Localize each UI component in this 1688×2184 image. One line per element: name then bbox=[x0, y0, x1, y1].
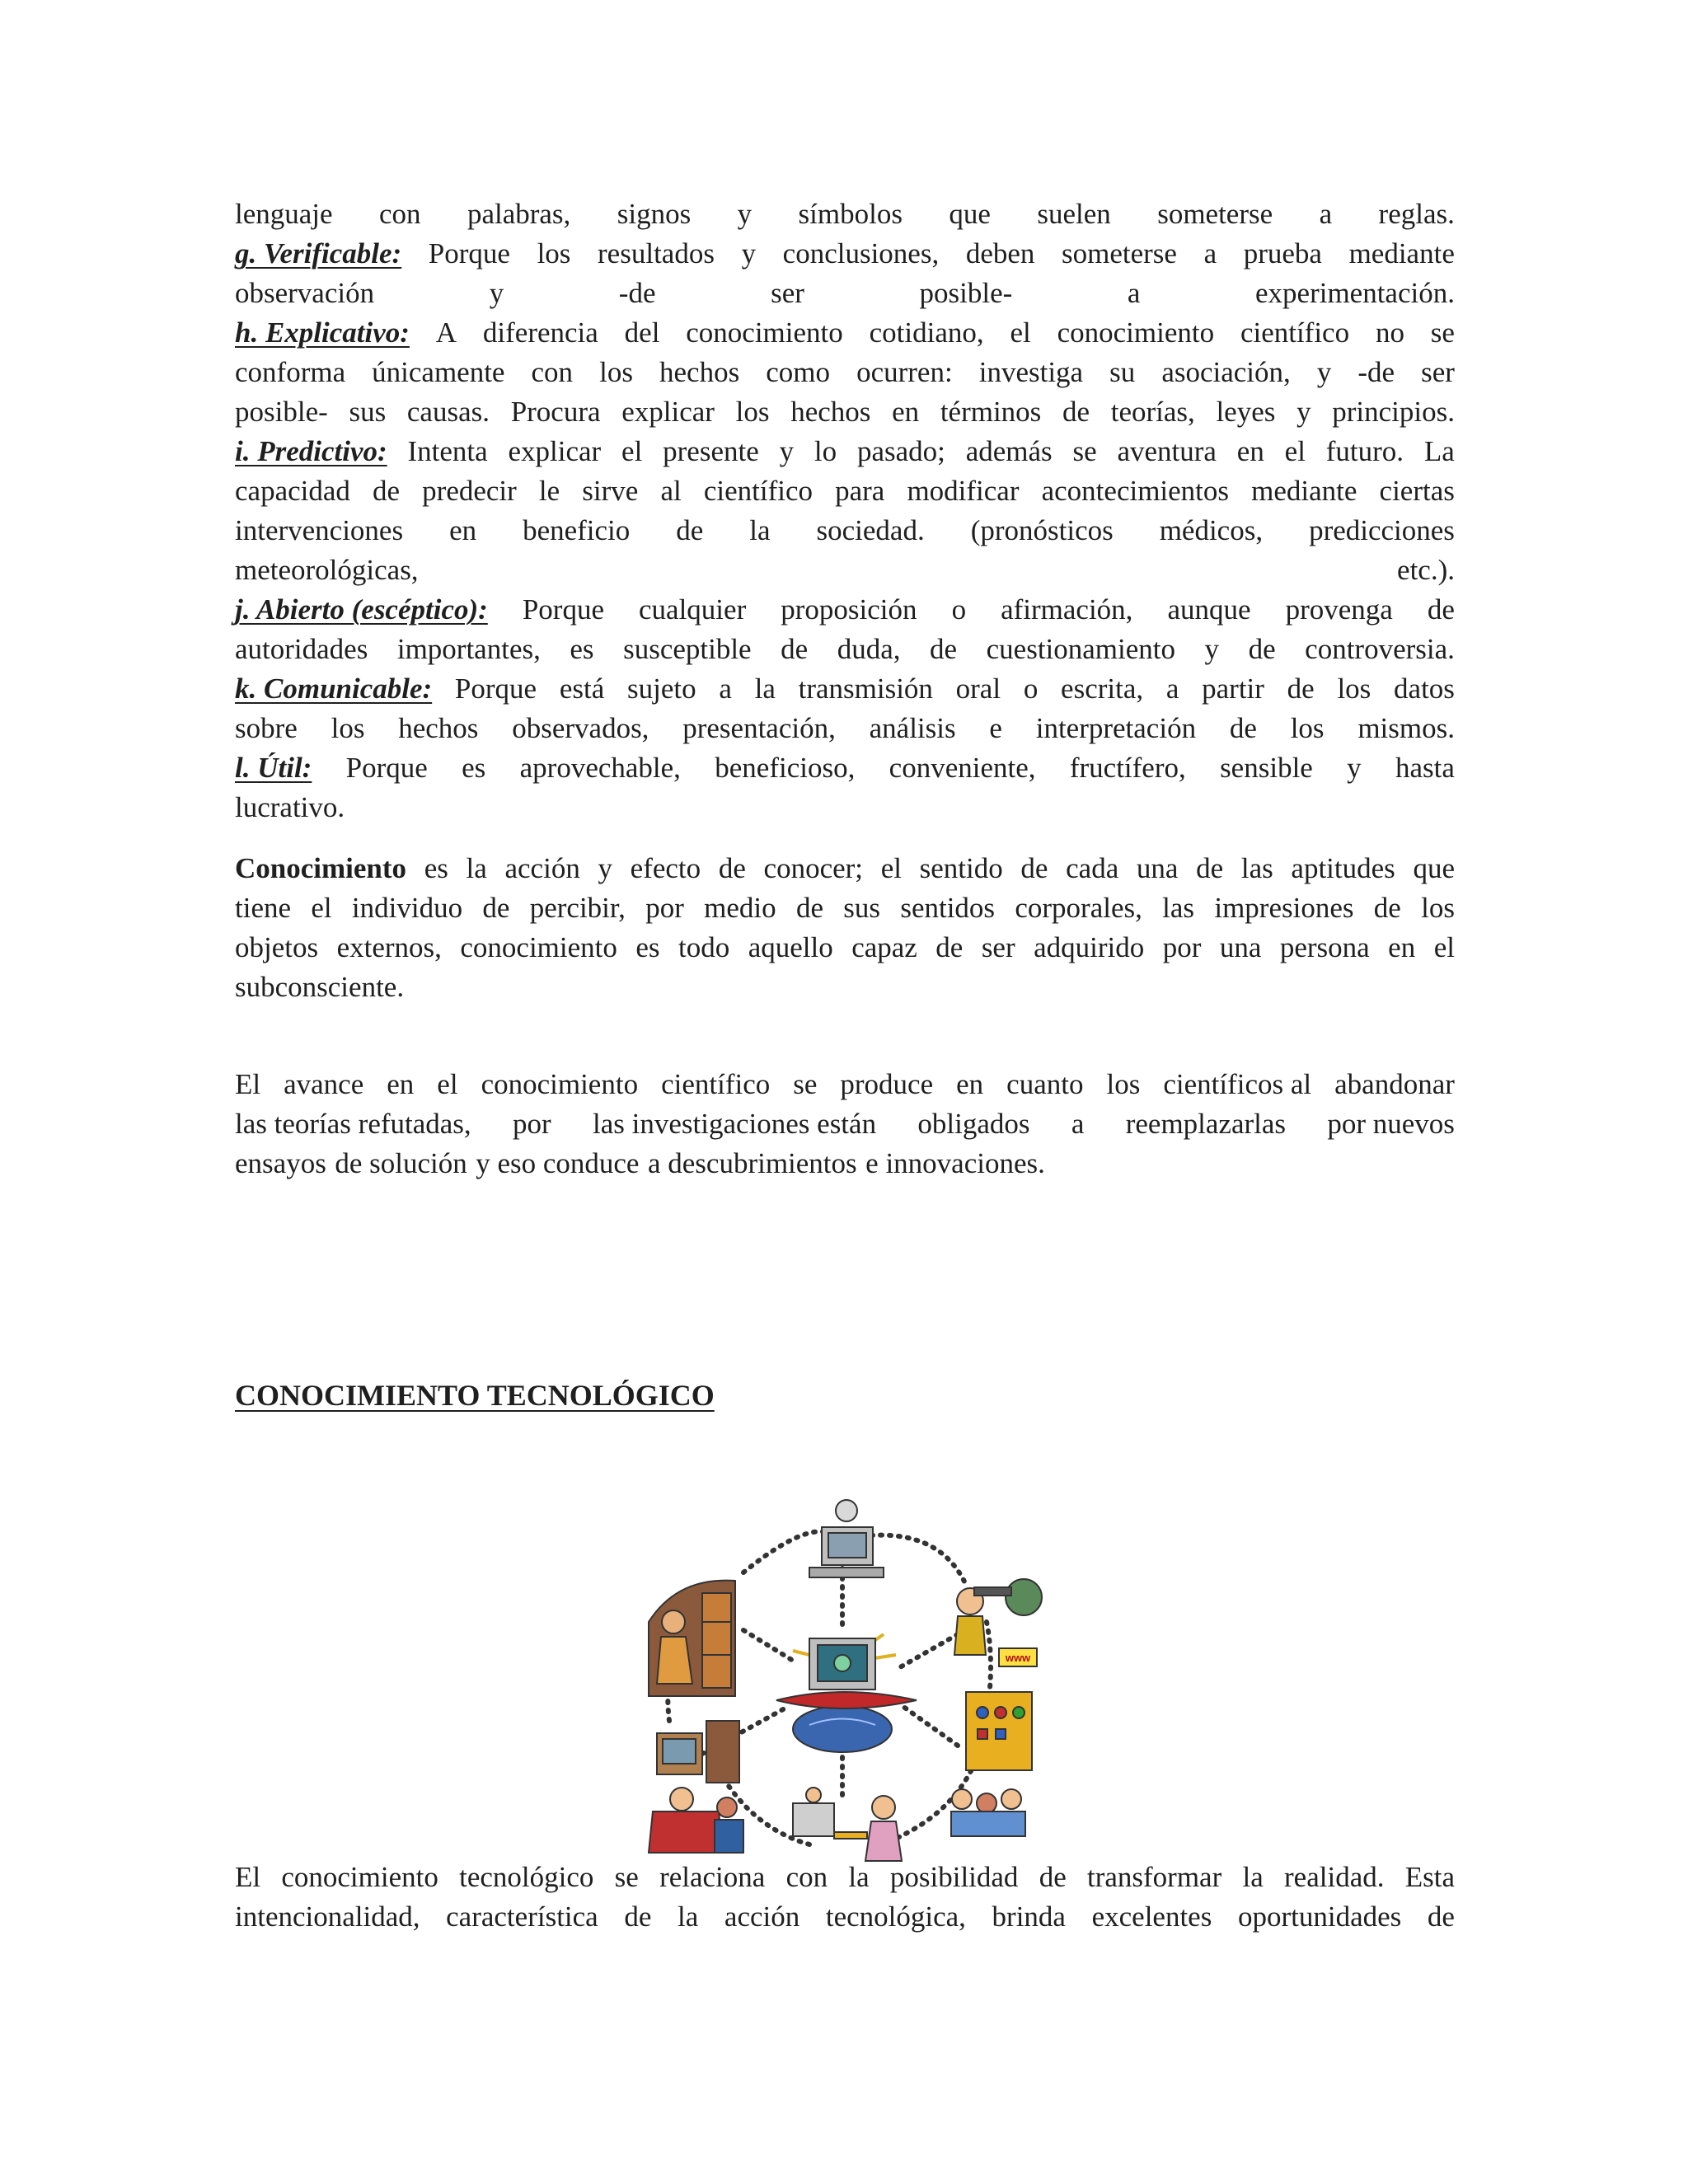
word: meteorológicas, bbox=[235, 554, 419, 586]
word: cuanto bbox=[1006, 1068, 1084, 1100]
word: partir bbox=[1202, 673, 1264, 705]
word: relaciona bbox=[659, 1861, 766, 1893]
word: del bbox=[624, 316, 660, 349]
word: la bbox=[754, 673, 776, 705]
word: no bbox=[1375, 316, 1404, 349]
word: predicciones bbox=[1309, 514, 1455, 546]
word: conocimiento bbox=[481, 1068, 639, 1100]
text-line bbox=[235, 1897, 1455, 1937]
word: o bbox=[951, 593, 967, 626]
word: por bbox=[513, 1108, 551, 1140]
word: le bbox=[538, 475, 560, 507]
word: los bbox=[1421, 892, 1455, 924]
word: Intenta bbox=[407, 435, 488, 467]
word: lucrativo. bbox=[235, 791, 345, 823]
word: conocimiento bbox=[460, 931, 617, 963]
word: sus bbox=[349, 396, 387, 428]
text-line bbox=[235, 849, 1455, 888]
word: ciertas bbox=[1379, 475, 1455, 507]
word: conocimiento bbox=[686, 316, 843, 349]
word: reemplazarlas bbox=[1125, 1108, 1287, 1140]
word: fructífero, bbox=[1069, 752, 1186, 784]
word: los bbox=[735, 396, 770, 428]
word: someterse bbox=[1062, 237, 1177, 269]
word: duda, bbox=[837, 633, 901, 665]
word: conforma bbox=[235, 356, 346, 388]
characteristic-term: g. Verificable: bbox=[235, 237, 402, 269]
word: ser bbox=[981, 931, 1015, 963]
word: mediante bbox=[1348, 237, 1455, 269]
word: cotidiano, bbox=[869, 316, 984, 349]
word: que bbox=[1413, 852, 1455, 884]
characteristic-term: l. Útil: bbox=[235, 752, 312, 784]
word: con bbox=[785, 1861, 828, 1893]
word: explicar bbox=[621, 396, 715, 428]
word: sujeto bbox=[626, 673, 696, 705]
word: científico bbox=[1240, 316, 1350, 349]
word: en bbox=[387, 1068, 415, 1100]
word: A bbox=[435, 316, 457, 349]
word: únicamente bbox=[372, 356, 505, 388]
word: ser bbox=[1421, 356, 1455, 388]
word: y bbox=[1347, 752, 1362, 784]
word: la bbox=[848, 1861, 870, 1893]
word: acción bbox=[504, 852, 580, 884]
word: aprovechable, bbox=[519, 752, 681, 784]
word: sobre bbox=[235, 712, 298, 744]
word: al bbox=[660, 475, 682, 507]
text-line bbox=[235, 392, 1455, 432]
word: predecir bbox=[422, 475, 517, 507]
word: sociedad. bbox=[816, 514, 925, 546]
word: realidad. bbox=[1284, 1861, 1385, 1893]
text-line-predictivo bbox=[235, 432, 1455, 471]
avance-paragraph bbox=[235, 1065, 1455, 1183]
word: como bbox=[766, 356, 831, 388]
text-line bbox=[235, 1065, 1455, 1104]
word: Porque bbox=[428, 237, 510, 269]
word: por bbox=[645, 892, 684, 924]
word: intencionalidad, bbox=[235, 1900, 420, 1933]
word: oportunidades bbox=[1237, 1900, 1402, 1933]
word: lenguaje bbox=[235, 198, 333, 230]
word: una bbox=[1136, 852, 1179, 884]
word: ensayos bbox=[235, 1147, 326, 1179]
word: La bbox=[1423, 435, 1455, 467]
word: científicos al bbox=[1163, 1068, 1312, 1100]
word: de bbox=[718, 852, 746, 884]
text-line bbox=[235, 511, 1455, 551]
bottom-people bbox=[793, 1788, 902, 1861]
word: abandonar bbox=[1334, 1068, 1455, 1100]
word: transmisión bbox=[798, 673, 933, 705]
word: el bbox=[1433, 931, 1455, 963]
word: posible- bbox=[919, 277, 1013, 309]
word: subconsciente. bbox=[235, 971, 405, 1003]
word: el bbox=[880, 852, 902, 884]
word: científico bbox=[661, 1068, 771, 1100]
word: mediante bbox=[1251, 475, 1357, 507]
text-line bbox=[235, 471, 1455, 511]
text-line-abierto bbox=[235, 590, 1455, 630]
bold-term: Conocimiento bbox=[235, 852, 407, 884]
word: intervenciones bbox=[235, 514, 404, 546]
word: conveniente, bbox=[889, 752, 1036, 784]
word: controversia. bbox=[1305, 633, 1455, 665]
word: e bbox=[989, 712, 1002, 744]
tecnologico-paragraph bbox=[235, 1858, 1455, 1937]
word: aquello bbox=[748, 931, 833, 963]
word: es bbox=[635, 931, 660, 963]
word: todo bbox=[678, 931, 730, 963]
word: sirve bbox=[582, 475, 639, 507]
word: y bbox=[598, 852, 612, 884]
word: hasta bbox=[1395, 752, 1455, 784]
text-line bbox=[235, 928, 1455, 968]
word: asociación, bbox=[1161, 356, 1291, 388]
word: de bbox=[1039, 1861, 1067, 1893]
section-heading: CONOCIMIENTO TECNOLÓGICO bbox=[235, 1379, 715, 1412]
word: beneficio bbox=[523, 514, 631, 546]
characteristic-term: j. Abierto (escéptico): bbox=[235, 593, 488, 626]
word: las investigaciones están bbox=[593, 1108, 877, 1140]
word: Esta bbox=[1404, 1861, 1455, 1893]
word: capaz bbox=[851, 931, 917, 963]
word: produce bbox=[840, 1068, 934, 1100]
word: el bbox=[311, 892, 332, 924]
word: cada bbox=[1066, 852, 1119, 884]
word: acontecimientos bbox=[1041, 475, 1230, 507]
word: lo bbox=[814, 435, 837, 467]
word: los bbox=[1290, 712, 1325, 744]
word: en bbox=[892, 396, 920, 428]
word: el bbox=[437, 1068, 458, 1100]
word: la bbox=[749, 514, 771, 546]
word: externos, bbox=[336, 931, 442, 963]
characteristic-term: i. Predictivo: bbox=[235, 435, 387, 467]
word: acción bbox=[724, 1900, 800, 1933]
word: suelen bbox=[1037, 198, 1111, 230]
word: persona bbox=[1279, 931, 1370, 963]
text-line-explicativo bbox=[235, 313, 1455, 353]
word: además bbox=[965, 435, 1053, 467]
word: una bbox=[1219, 931, 1262, 963]
word: modificar bbox=[907, 475, 1020, 507]
word: provenga bbox=[1285, 593, 1393, 626]
word: las bbox=[1162, 892, 1195, 924]
word: a bbox=[1165, 673, 1179, 705]
top-person-computer bbox=[809, 1500, 884, 1577]
word: para bbox=[835, 475, 885, 507]
word: observación bbox=[235, 277, 375, 309]
text-line-util bbox=[235, 748, 1455, 788]
word: conclusiones, bbox=[782, 237, 940, 269]
word: signos bbox=[617, 198, 692, 230]
word: a bbox=[1203, 237, 1217, 269]
technology-illustration bbox=[645, 1498, 1043, 1869]
word: futuro. bbox=[1325, 435, 1404, 467]
word: -de bbox=[1357, 356, 1395, 388]
word: a bbox=[719, 673, 732, 705]
text-line-verificable bbox=[235, 234, 1455, 274]
text-line bbox=[235, 968, 1455, 1007]
text-line bbox=[235, 274, 1455, 313]
word: deben bbox=[965, 237, 1035, 269]
word: autoridades bbox=[235, 633, 368, 665]
word: El bbox=[235, 1861, 261, 1893]
word: hechos bbox=[659, 356, 740, 388]
word: afirmación, bbox=[1001, 593, 1133, 626]
word: en bbox=[1388, 931, 1416, 963]
word: se bbox=[1072, 435, 1097, 467]
text-line-comunicable bbox=[235, 669, 1455, 709]
word: por nuevos bbox=[1327, 1108, 1455, 1140]
word: ser bbox=[771, 277, 804, 309]
text-line bbox=[235, 353, 1455, 392]
word: posibilidad bbox=[889, 1861, 1019, 1893]
word: pasado; bbox=[856, 435, 945, 467]
word: obligados bbox=[917, 1108, 1030, 1140]
word: es bbox=[462, 752, 486, 784]
word: (pronósticos bbox=[970, 514, 1114, 546]
word: percibir, bbox=[529, 892, 626, 924]
characteristics-block bbox=[235, 194, 1455, 827]
word: de bbox=[624, 1900, 652, 1933]
word: cualquier bbox=[639, 593, 747, 626]
word: conocer; bbox=[763, 852, 864, 884]
word: los bbox=[331, 712, 365, 744]
word: experimentación. bbox=[1255, 277, 1455, 309]
word: de bbox=[1427, 593, 1455, 626]
word: médicos, bbox=[1159, 514, 1264, 546]
word: términos bbox=[940, 396, 1042, 428]
word: en bbox=[956, 1068, 984, 1100]
word: de bbox=[1248, 633, 1276, 665]
word: hechos bbox=[398, 712, 479, 744]
word: sentidos bbox=[900, 892, 996, 924]
word: a bbox=[1071, 1108, 1085, 1140]
word: efecto bbox=[630, 852, 701, 884]
text-line bbox=[235, 1144, 1455, 1183]
word: Porque bbox=[454, 673, 537, 705]
word: con bbox=[531, 356, 574, 388]
word: en bbox=[1236, 435, 1264, 467]
word: tiene bbox=[235, 892, 292, 924]
word: de bbox=[781, 633, 809, 665]
word: por bbox=[1162, 931, 1202, 963]
word: El bbox=[235, 1068, 261, 1100]
word: individuo bbox=[351, 892, 463, 924]
word: y eso conduce bbox=[476, 1147, 640, 1179]
word: es bbox=[424, 852, 448, 884]
word: la bbox=[466, 852, 487, 884]
word: de bbox=[1229, 712, 1257, 744]
word: a descubrimientos bbox=[647, 1147, 857, 1179]
text-line bbox=[235, 709, 1455, 748]
word: mismos. bbox=[1357, 712, 1455, 744]
word: las bbox=[1240, 852, 1273, 884]
word: explicar bbox=[508, 435, 602, 467]
word: aventura bbox=[1117, 435, 1217, 467]
word: brinda bbox=[992, 1900, 1066, 1933]
word: de bbox=[373, 475, 401, 507]
word: beneficioso, bbox=[715, 752, 856, 784]
word: posible- bbox=[235, 396, 328, 428]
www-sign: www bbox=[1005, 1652, 1031, 1664]
word: reglas. bbox=[1378, 198, 1455, 230]
text-line bbox=[235, 1858, 1455, 1897]
word: palabras, bbox=[467, 198, 571, 230]
word: y bbox=[489, 277, 504, 309]
word: y bbox=[1204, 633, 1220, 665]
word: excelentes bbox=[1091, 1900, 1212, 1933]
word: con bbox=[378, 198, 421, 230]
word: de bbox=[795, 892, 823, 924]
word: la bbox=[1242, 1861, 1264, 1893]
word: observados, bbox=[512, 712, 649, 744]
word: presente bbox=[663, 435, 759, 467]
word: prueba bbox=[1243, 237, 1322, 269]
word: teorías, bbox=[1110, 396, 1195, 428]
word: los bbox=[1106, 1068, 1141, 1100]
word: y bbox=[1316, 356, 1332, 388]
word: de bbox=[935, 931, 964, 963]
word: es bbox=[570, 633, 594, 665]
text-line bbox=[235, 194, 1455, 234]
word: adquirido bbox=[1034, 931, 1145, 963]
text-line bbox=[235, 1104, 1455, 1144]
word: de bbox=[482, 892, 510, 924]
word: impresiones bbox=[1214, 892, 1354, 924]
word: conocimiento bbox=[281, 1861, 438, 1893]
word: interpretación bbox=[1035, 712, 1197, 744]
characteristic-term: h. Explicativo: bbox=[235, 316, 410, 349]
globe-person bbox=[954, 1579, 1042, 1666]
word: análisis bbox=[869, 712, 956, 744]
word: de bbox=[930, 633, 958, 665]
word: las teorías refutadas, bbox=[235, 1108, 471, 1140]
word: y bbox=[779, 435, 795, 467]
classroom-board bbox=[951, 1692, 1032, 1836]
library-scene bbox=[649, 1581, 735, 1696]
word: el bbox=[621, 435, 643, 467]
word: la bbox=[678, 1900, 699, 1933]
word: tecnológica, bbox=[825, 1900, 966, 1933]
word: de bbox=[1062, 396, 1090, 428]
word: hechos bbox=[790, 396, 871, 428]
word: a bbox=[1319, 198, 1333, 230]
word: sus bbox=[843, 892, 881, 924]
word: característica bbox=[446, 1900, 598, 1933]
word: importantes, bbox=[396, 633, 541, 665]
word: Porque bbox=[522, 593, 604, 626]
text-line bbox=[235, 630, 1455, 669]
word: a bbox=[1127, 277, 1141, 309]
word: de bbox=[1287, 673, 1315, 705]
word: su bbox=[1109, 356, 1136, 388]
word: el bbox=[1284, 435, 1306, 467]
word: el bbox=[1010, 316, 1031, 349]
conocimiento-paragraph bbox=[235, 849, 1455, 1007]
word: -de bbox=[618, 277, 656, 309]
word: tecnológico bbox=[459, 1861, 594, 1893]
word: está bbox=[559, 673, 605, 705]
word: símbolos bbox=[798, 198, 903, 230]
word: científico bbox=[703, 475, 813, 507]
word: datos bbox=[1394, 673, 1455, 705]
word: de bbox=[676, 514, 704, 546]
text-line bbox=[235, 788, 1455, 827]
word: ocurren: bbox=[856, 356, 953, 388]
word: que bbox=[949, 198, 991, 230]
word: capacidad bbox=[235, 475, 350, 507]
text-line bbox=[235, 888, 1455, 928]
word: de solución bbox=[335, 1147, 467, 1179]
word: resultados bbox=[598, 237, 715, 269]
word: oral bbox=[955, 673, 1001, 705]
word: o bbox=[1023, 673, 1039, 705]
word: sensible bbox=[1220, 752, 1313, 784]
word: sentido bbox=[919, 852, 1003, 884]
word: avance bbox=[284, 1068, 364, 1100]
word: aunque bbox=[1167, 593, 1251, 626]
word: y bbox=[1296, 396, 1311, 428]
word: cuestionamiento bbox=[986, 633, 1176, 665]
word: escrita, bbox=[1061, 673, 1144, 705]
word: se bbox=[614, 1861, 639, 1893]
word: los bbox=[1337, 673, 1372, 705]
word: corporales, bbox=[1015, 892, 1142, 924]
word: leyes bbox=[1216, 396, 1276, 428]
word: y bbox=[741, 237, 757, 269]
word: diferencia bbox=[482, 316, 598, 349]
word: principios. bbox=[1332, 396, 1455, 428]
word: se bbox=[1430, 316, 1455, 349]
word: de bbox=[1427, 1900, 1455, 1933]
word: de bbox=[1373, 892, 1401, 924]
word: Porque bbox=[345, 752, 428, 784]
word: los bbox=[599, 356, 633, 388]
word: transformar bbox=[1086, 1861, 1222, 1893]
word: en bbox=[449, 514, 477, 546]
word: causas. bbox=[406, 396, 490, 428]
word: susceptible bbox=[623, 633, 752, 665]
word: someterse bbox=[1157, 198, 1273, 230]
characteristic-term: k. Comunicable: bbox=[235, 673, 433, 705]
word: presentación, bbox=[682, 712, 836, 744]
word: se bbox=[793, 1068, 818, 1100]
word: objetos bbox=[235, 931, 319, 963]
word: Procura bbox=[510, 396, 601, 428]
word: y bbox=[737, 198, 753, 230]
word: los bbox=[537, 237, 571, 269]
word: proposición bbox=[781, 593, 917, 626]
word: de bbox=[1020, 852, 1048, 884]
word: etc.). bbox=[1397, 554, 1455, 586]
word: investiga bbox=[978, 356, 1084, 388]
word: aptitudes bbox=[1291, 852, 1395, 884]
word: de bbox=[1196, 852, 1224, 884]
text-line bbox=[235, 551, 1455, 590]
word: e innovaciones. bbox=[865, 1147, 1045, 1179]
word: medio bbox=[704, 892, 776, 924]
word: conocimiento bbox=[1057, 316, 1215, 349]
